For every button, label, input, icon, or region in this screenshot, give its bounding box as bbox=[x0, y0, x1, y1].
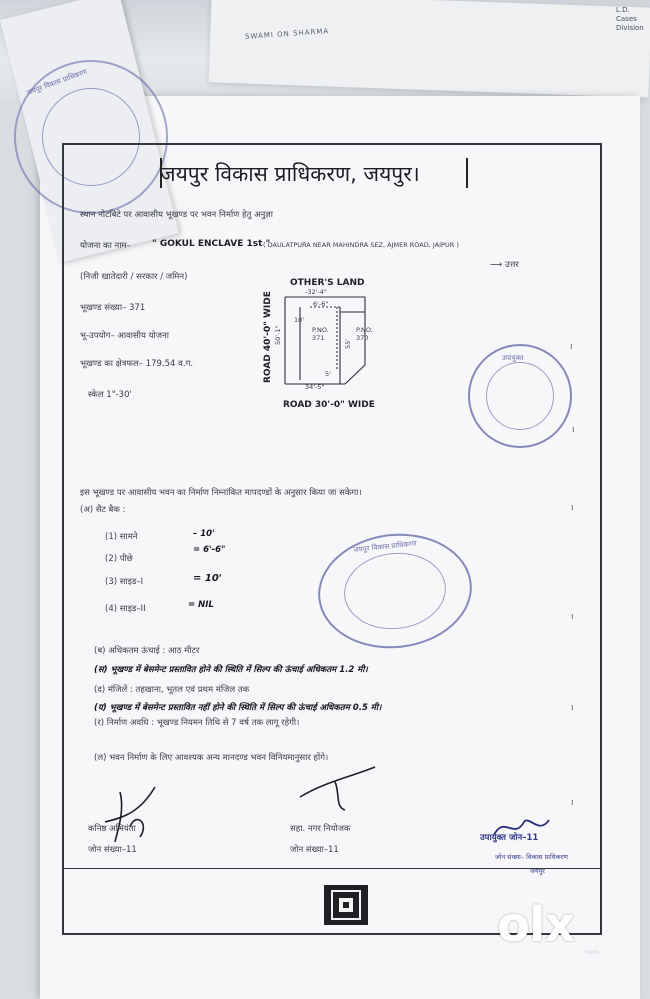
inner-top-dimension: 6'-6" bbox=[313, 300, 329, 308]
dimension-5: 5' bbox=[325, 370, 331, 378]
setback-side1-label: (3) साइड–I bbox=[105, 577, 144, 587]
scheme-name: " GOKUL ENCLAVE 1st " bbox=[152, 239, 271, 249]
condition-basement-plinth: (स) भूखण्ड में बेसमेन्ट प्रस्तावित होने की स्थिति में सिल्प की ऊंचाई अधिकतम 1.2 मी। bbox=[94, 665, 368, 675]
margin-tick: ı bbox=[572, 425, 575, 435]
condition-construction-period: (र) निर्माण अवधि : भूखण्ड नियमन तिथि से 7 वर्ष तक लागू रहेगी। bbox=[94, 718, 300, 728]
setback-front-value: – 10' bbox=[193, 529, 215, 539]
condition-floors: (द) मंजिलें : तहखाना, भूतल एवं प्रथम मंजिल तक bbox=[94, 685, 250, 695]
footer-divider bbox=[62, 868, 602, 869]
setback-front-label: (1) सामने bbox=[105, 532, 138, 542]
scheme-label: योजना का नाम– bbox=[80, 241, 131, 251]
background-document-text: SWAMI ON SHARMA bbox=[244, 27, 330, 41]
plot-number: भूखण्ड संख्या– 371 bbox=[80, 303, 146, 313]
setback-rear-value: = 6'-6" bbox=[193, 545, 226, 555]
land-category: (निजी खातेदारी / सरकार / जमिन) bbox=[80, 272, 188, 282]
right-dimension: 55' bbox=[344, 338, 353, 350]
north-arrow-label: ⟶ उत्तर bbox=[490, 260, 519, 270]
middle-signatory-zone: जोन संख्या–11 bbox=[290, 845, 339, 855]
margin-tick: ı bbox=[571, 503, 574, 513]
left-signatory-title: कनिष्ठ अभियंता bbox=[88, 824, 136, 834]
setback-rear-label: (2) पीछे bbox=[105, 554, 133, 564]
road-left-label: ROAD 40'-0" WIDE bbox=[263, 291, 273, 383]
others-land-label: OTHER'S LAND bbox=[290, 278, 365, 288]
plan-scale: स्केल 1"-30' bbox=[88, 390, 132, 400]
plot-area: भूखण्ड का क्षेत्रफल– 179.54 व.ग. bbox=[80, 359, 194, 369]
land-use: भू-उपयोग– आवासीय योजना bbox=[80, 331, 169, 341]
condition-max-height: (ब) अधिकतम ऊंचाई : आठ मीटर bbox=[94, 646, 200, 656]
setback-side1-value: = 10' bbox=[193, 573, 222, 584]
left-signature bbox=[95, 782, 175, 852]
top-dimension: -32'-4" bbox=[305, 288, 327, 296]
margin-tick: ı bbox=[571, 612, 574, 622]
condition-other-norms: (ल) भवन निर्माण के लिए आवश्यक अन्य मानदण्ड भवन विनियमानुसार होंगे। bbox=[94, 753, 329, 763]
left-dimension: 50'-1" bbox=[274, 325, 282, 345]
jda-emblem-icon bbox=[322, 883, 370, 927]
margin-tick: ı bbox=[570, 342, 573, 352]
right-signatory-city: जयपुर bbox=[530, 867, 545, 875]
road-bottom-label: ROAD 30'-0" WIDE bbox=[283, 400, 375, 410]
left-signatory-zone: जोन संख्या–11 bbox=[88, 845, 137, 855]
background-corner-text: L.D. Cases Division bbox=[616, 6, 644, 32]
margin-tick: ı bbox=[571, 798, 574, 808]
setbacks-heading: (अ) सैट बैक : bbox=[80, 505, 126, 515]
condition-no-basement-plinth: (य) भूखण्ड में बेसमेन्ट प्रस्तावित नहीं होने की स्थिति में सिल्प की ऊंचाई अधिकतम 0.5 मी। bbox=[94, 703, 382, 713]
olx-watermark-logo: olx bbox=[497, 897, 575, 953]
top-left-stamp: जयपुर विकास प्राधिकरण bbox=[0, 38, 190, 235]
margin-tick: ı bbox=[571, 703, 574, 713]
dimension-10: 10' bbox=[294, 316, 305, 324]
right-signatory-title: उपायुक्त जोन–11 bbox=[480, 833, 539, 843]
plot-371-label: P.NO. 371 bbox=[312, 326, 329, 342]
right-signature bbox=[489, 810, 559, 850]
plot-370-label: P.NO. 370 bbox=[356, 326, 373, 342]
middle-signatory-title: सहा. नगर नियोजक bbox=[290, 824, 351, 834]
right-signatory-sub: जोन संख्या– विकास प्राधिकरण bbox=[495, 853, 568, 861]
middle-signature bbox=[295, 762, 385, 812]
page-title: जयपुर विकास प्राधिकरण, जयपुर। bbox=[160, 162, 420, 186]
right-stamp: उपायुक्त bbox=[468, 344, 572, 448]
scheme-location: ( DAULATPURA NEAR MAHINDRA SEZ, AJMER ROAD, JAIPUR ) bbox=[263, 241, 459, 249]
conditions-intro: इस भूखण्ड पर आवासीय भवन का निर्माण निम्नांकित मापदण्डों के अनुसार किया जा सकेगा। bbox=[80, 488, 362, 498]
setback-side2-value: = NIL bbox=[188, 600, 214, 610]
north-arrow-icon: ⟶ bbox=[490, 260, 503, 270]
center-stamp: जयपुर विकास प्राधिकरण bbox=[312, 526, 477, 655]
olx-watermark-sub: INDIA bbox=[585, 950, 599, 956]
setback-side2-label: (4) साइड–II bbox=[105, 604, 146, 614]
background-document bbox=[209, 0, 650, 98]
bottom-dimension: 34'-5" bbox=[305, 383, 325, 391]
document-subtitle: स्थान नोटबिटे पर आवासीय भूखण्ड पर भवन निर्माण हेतु अनुज्ञा bbox=[80, 210, 273, 220]
title-bracket-right bbox=[466, 158, 468, 188]
